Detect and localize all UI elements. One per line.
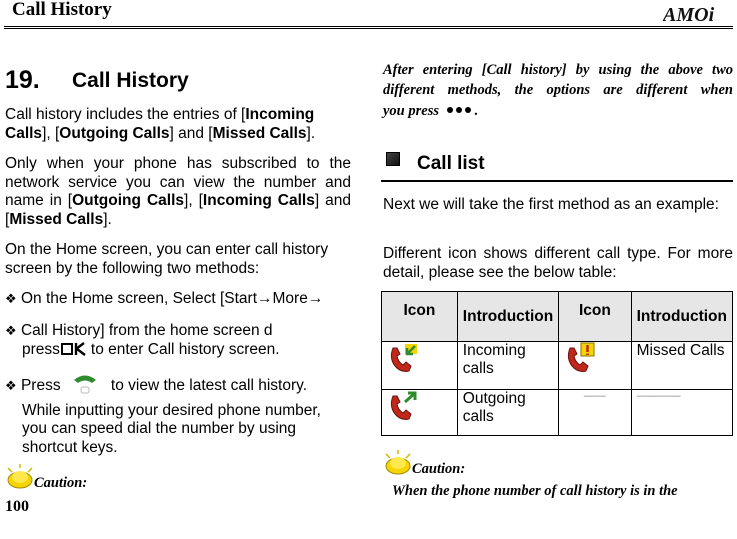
bullet-diamond-icon: ❖ [5,378,17,393]
method-two-item: ❖ Call History] from the home screen d press to enter Call history screen. [5,322,351,361]
method-one-item: ❖ On the Home screen, Select [Start→More→ [5,290,324,307]
brand-text: AMOi [663,4,715,24]
section-title: Call list [417,153,485,174]
method-three-item: ❖ Press to view the latest call history. While inputting your desired phone number, you can speed dial the number by using shortcut keys. [5,372,355,457]
caution-bell-icon [384,449,412,482]
chapter-number: 19. [5,66,40,94]
caution-left: Caution: [6,463,87,496]
col-header-icon-2: Icon [559,292,631,342]
methods-paragraph: On the Home screen, you can enter call history screen by the following two methods: [5,241,329,277]
incoming-calls-text: Incoming calls [457,342,558,390]
call-type-table [381,291,733,436]
example-paragraph: Next we will take the first method as an example: [383,196,719,213]
incoming-call-icon [382,342,458,390]
table-row [382,342,733,390]
table-row [382,390,733,436]
col-header-introduction: Introduction [457,292,558,342]
empty-intro-dash: ———— [631,390,732,436]
ok-key-icon [61,342,87,362]
col-header-icon: Icon [382,292,458,342]
header-rule [4,26,733,29]
caution-bell-icon [6,463,34,496]
subscription-paragraph: Only when your phone has subscribed to the network service you can view the number and name in [Outgoing Calls], [Incoming Calls] and [Missed Calls]. [5,155,351,228]
chapter-title: Call History [72,69,189,92]
bullet-diamond-icon: ❖ [5,291,17,306]
intro-paragraph: Call history includes the entries of [Incoming Calls], [Outgoing Calls] and [Missed Calls]. [5,106,316,142]
options-intro: After entering [Call history] by using the above two different methods, the options are different when you press . [383,62,733,119]
empty-icon-dash: —— [559,390,631,436]
more-dots-icon [446,100,472,120]
icon-explain-paragraph: Different icon shows different call type. For more detail, please see the below table: [383,245,733,281]
header-title: Call History [12,0,112,20]
page-number: 100 [5,498,29,515]
missed-calls-text: Missed Calls [631,342,732,390]
section-bullet-icon [386,152,400,166]
caution-text: When the phone number of call history is in the [392,483,678,499]
outgoing-calls-text: Outgoing calls [457,390,558,436]
section-rule [381,180,733,182]
outgoing-call-icon [382,390,458,436]
bullet-diamond-icon: ❖ [5,323,17,338]
caution-right: Caution: [384,449,465,482]
call-key-icon [71,372,99,402]
missed-call-icon [559,342,631,390]
col-header-introduction-2: Introduction [631,292,732,342]
